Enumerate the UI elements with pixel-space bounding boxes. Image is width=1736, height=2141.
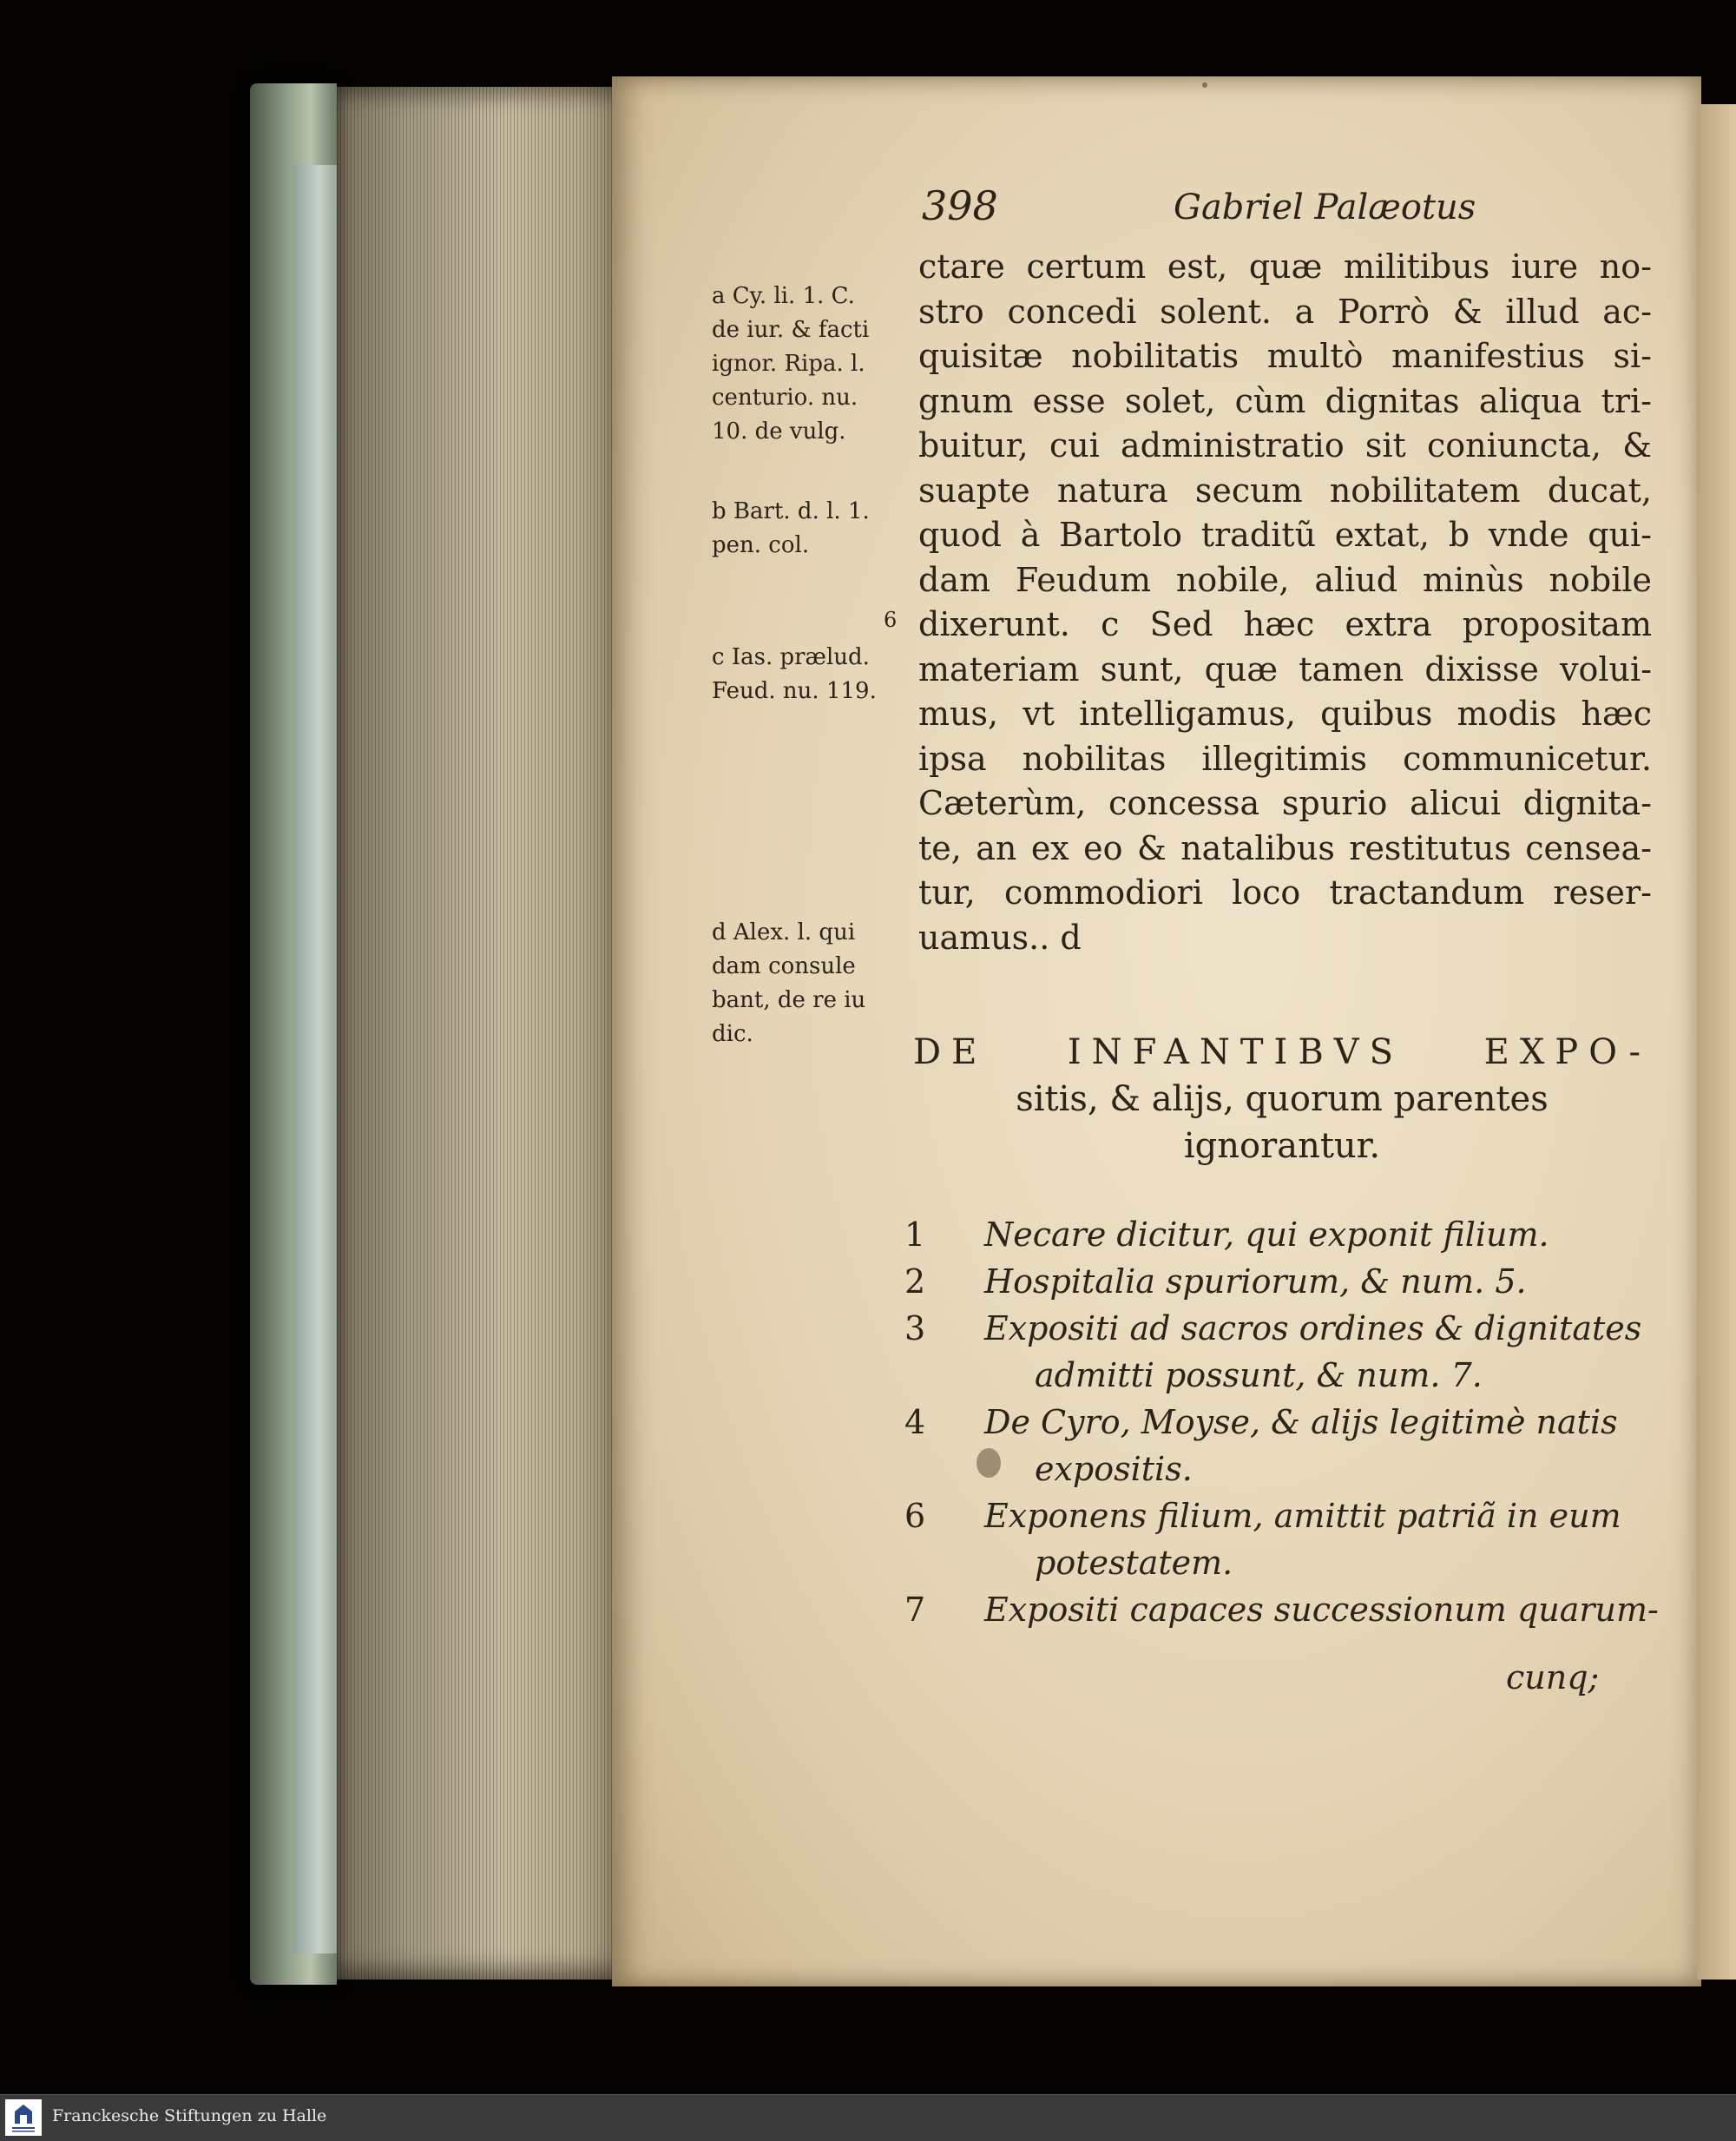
summary-item [904,1258,1651,1305]
paper-stain [1202,82,1207,88]
margin-number: 6 [884,608,898,632]
institution-name: Franckesche Stiftungen zu Halle [52,2106,327,2125]
summary-item [904,1211,1651,1258]
summary-item [904,1305,1651,1399]
note-line: b Bart. d. l. 1. [712,498,870,524]
text-line: stro concedi solent. a Porrò & illud ac- [918,292,1652,331]
note-line: de iur. & facti [712,317,870,343]
heading-line: DE INFANTIBVS EXPO- [913,1032,1651,1072]
text-line: uamus.. d [918,918,1082,957]
summary-text: Necare dicitur, qui exponit filium. [984,1215,1549,1254]
text-line: materiam sunt, quæ tamen dixisse volui- [918,649,1652,688]
page-number: 398 [922,182,998,229]
note-line: c Ias. prælud. [712,644,870,670]
text-line: buitur, cui administratio sit coniuncta, & [918,426,1652,464]
running-title: Gabriel Palæotus [1174,188,1476,227]
text-line: gnum esse solet, cùm dignitas aliqua tri- [918,381,1652,420]
note-line: bant, de re iu [712,987,866,1013]
summary-number: 4 [904,1403,926,1441]
page-edges-stack [337,87,621,1980]
summary-text: Expositi ad sacros ordines & dignitates [984,1309,1642,1347]
summary-text: Hospitalia spuriorum, & num. 5. [984,1262,1527,1301]
heading-line: sitis, & alijs, quorum parentes [1016,1079,1549,1119]
summary-list [904,1211,1659,1633]
note-line: d Alex. l. qui [712,919,856,945]
text-line: quod à Bartolo traditũ extat, b vnde qui- [918,516,1652,554]
summary-continuation: potestatem. [1035,1544,1233,1582]
note-line: dic. [712,1021,753,1047]
facing-page-edge [1697,104,1736,1980]
margin-note-b [712,495,870,563]
summary-continuation: expositis. [1035,1450,1193,1488]
note-line: centurio. nu. [712,385,858,411]
note-line: Feud. nu. 119. [712,678,877,704]
text-line: ctare certum est, quæ militibus iure no- [918,247,1652,286]
summary-number: 2 [904,1262,926,1301]
text-line: quisitæ nobilitatis multò manifestius si- [918,337,1652,375]
text-line: dam Feudum nobile, aliud minùs nobile [918,560,1652,599]
margin-note-c [712,641,877,708]
institution-logo-icon [5,2099,42,2136]
summary-text: De Cyro, Moyse, & alijs legitimè natis [984,1403,1618,1441]
summary-item [904,1492,1651,1586]
summary-continuation: admitti possunt, & num. 7. [1035,1356,1483,1394]
catchword: cunq; [1506,1658,1600,1696]
text-line: ipsa nobilitas illegitimis communicetur. [918,739,1652,778]
text-line: mus, vt intelligamus, quibus modis hæc [918,695,1652,733]
margin-note-d [712,916,865,1051]
summary-text: Exponens filium, amittit patriã in eum [984,1497,1621,1535]
summary-number: 3 [904,1309,926,1347]
section-heading [913,1029,1651,1169]
running-head [0,182,1736,234]
text-line: dixerunt. c Sed hæc extra propositam [918,605,1652,643]
body-text [918,245,1652,960]
margin-note-a [712,280,869,449]
note-line: ignor. Ripa. l. [712,351,865,377]
summary-number: 6 [904,1497,926,1535]
note-line: pen. col. [712,532,810,558]
cover-inner-board [293,165,337,1953]
text-line: tur, commodiori loco tractandum reser- [918,873,1652,912]
note-line: dam consule [712,953,856,979]
text-line: suapte natura secum nobilitatem ducat, [918,471,1652,510]
summary-text: Expositi capaces successionum quarum- [984,1591,1659,1629]
viewer-footer [0,2094,1736,2141]
summary-item [904,1399,1651,1492]
summary-item [904,1586,1659,1633]
text-line: te, an ex eo & natalibus restitutus censea- [918,828,1652,867]
summary-number: 1 [904,1215,926,1254]
note-line: a Cy. li. 1. C. [712,283,855,309]
heading-line: ignorantur. [1183,1126,1381,1166]
text-line: Cæterùm, concessa spurio alicui dignita- [918,784,1652,822]
summary-number: 7 [904,1591,926,1629]
note-line: 10. de vulg. [712,418,846,445]
